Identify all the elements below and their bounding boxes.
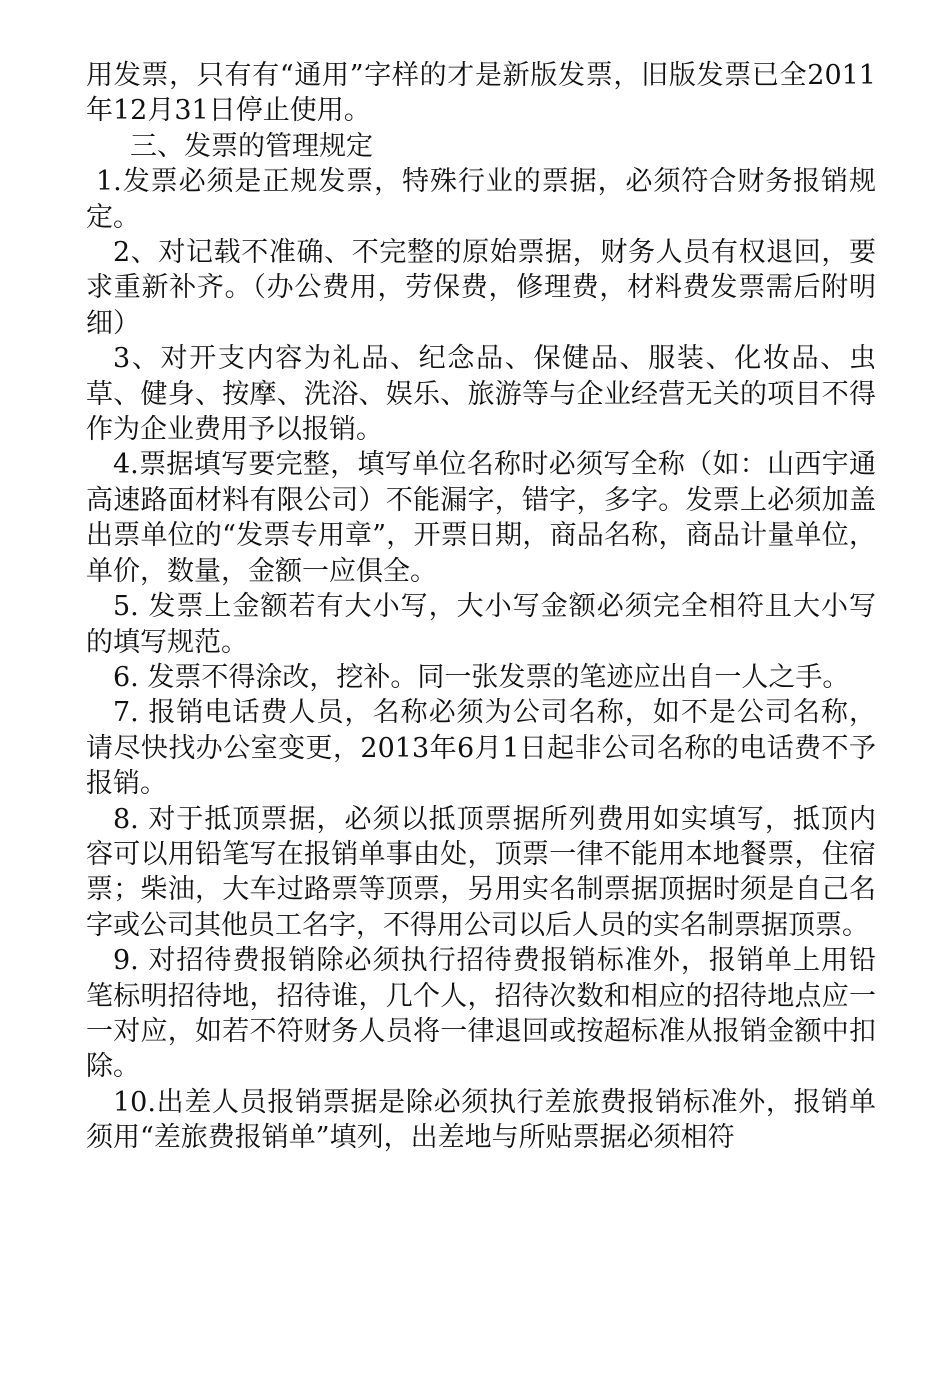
rule-item-10: 10.出差人员报销票据是除必须执行差旅费报销标准外，报销单须用“差旅费报销单”填列，出差地与所贴票据必须相符 — [86, 1086, 876, 1154]
rule-item-2: 2、对记载不准确、不完整的原始票据，财务人员有权退回，要求重新补齐。（办公费用，劳保费，修理费，材料费发票需后附明细） — [86, 237, 876, 339]
paragraph-continuation: 用发票，只有有“通用”字样的才是新版发票，旧版发票已全2011年12月31日停止使用。 — [86, 60, 876, 127]
document-page — [86, 58, 876, 1156]
rule-item-7: 7. 报销电话费人员，名称必须为公司名称，如不是公司名称，请尽快找办公室变更，2013年6月1日起非公司名称的电话费不予报销。 — [86, 697, 876, 800]
section-heading-invoice-rules: 三、发票的管理规定 — [130, 130, 373, 162]
rule-item-5: 5. 发票上金额若有大小写，大小写金额必须完全相符且大小写的填写规范。 — [86, 591, 876, 658]
rule-item-8: 8. 对于抵顶票据，必须以抵顶票据所列费用如实填写，抵顶内容可以用铅笔写在报销单事由处，顶票一律不能用本地餐票，住宿票；柴油，大车过路票等顶票，另用实名制票据顶据时须是自己名字或公司其他员工名字，不得用公司以后人员的实名制票据顶票。 — [86, 803, 876, 941]
rule-item-4: 4.票据填写要完整，填写单位名称时必须写全称（如：山西宇通高速路面材料有限公司）不能漏字，错字，多字。发票上必须加盖出票单位的“发票专用章”，开票日期，商品名称，商品计量单位，单价，数量，金额一应俱全。 — [86, 449, 876, 587]
rule-item-6: 6. 发票不得涂改，挖补。同一张发票的笔迹应出自一人之手。 — [113, 661, 850, 693]
rule-item-9: 9. 对招待费报销除必须执行招待费报销标准外，报销单上用铅笔标明招待地，招待谁，几个人，招待次数和相应的招待地点应一一对应，如若不符财务人员将一律退回或按超标准从报销金额中扣除。 — [86, 945, 876, 1083]
rule-item-1: 1.发票必须是正规发票，特殊行业的票据，必须符合财务报销规定。 — [86, 166, 876, 233]
rule-item-3: 3、对开支内容为礼品、纪念品、保健品、服装、化妆品、虫草、健身、按摩、洗浴、娱乐、旅游等与企业经营无关的项目不得作为企业费用予以报销。 — [86, 343, 876, 446]
